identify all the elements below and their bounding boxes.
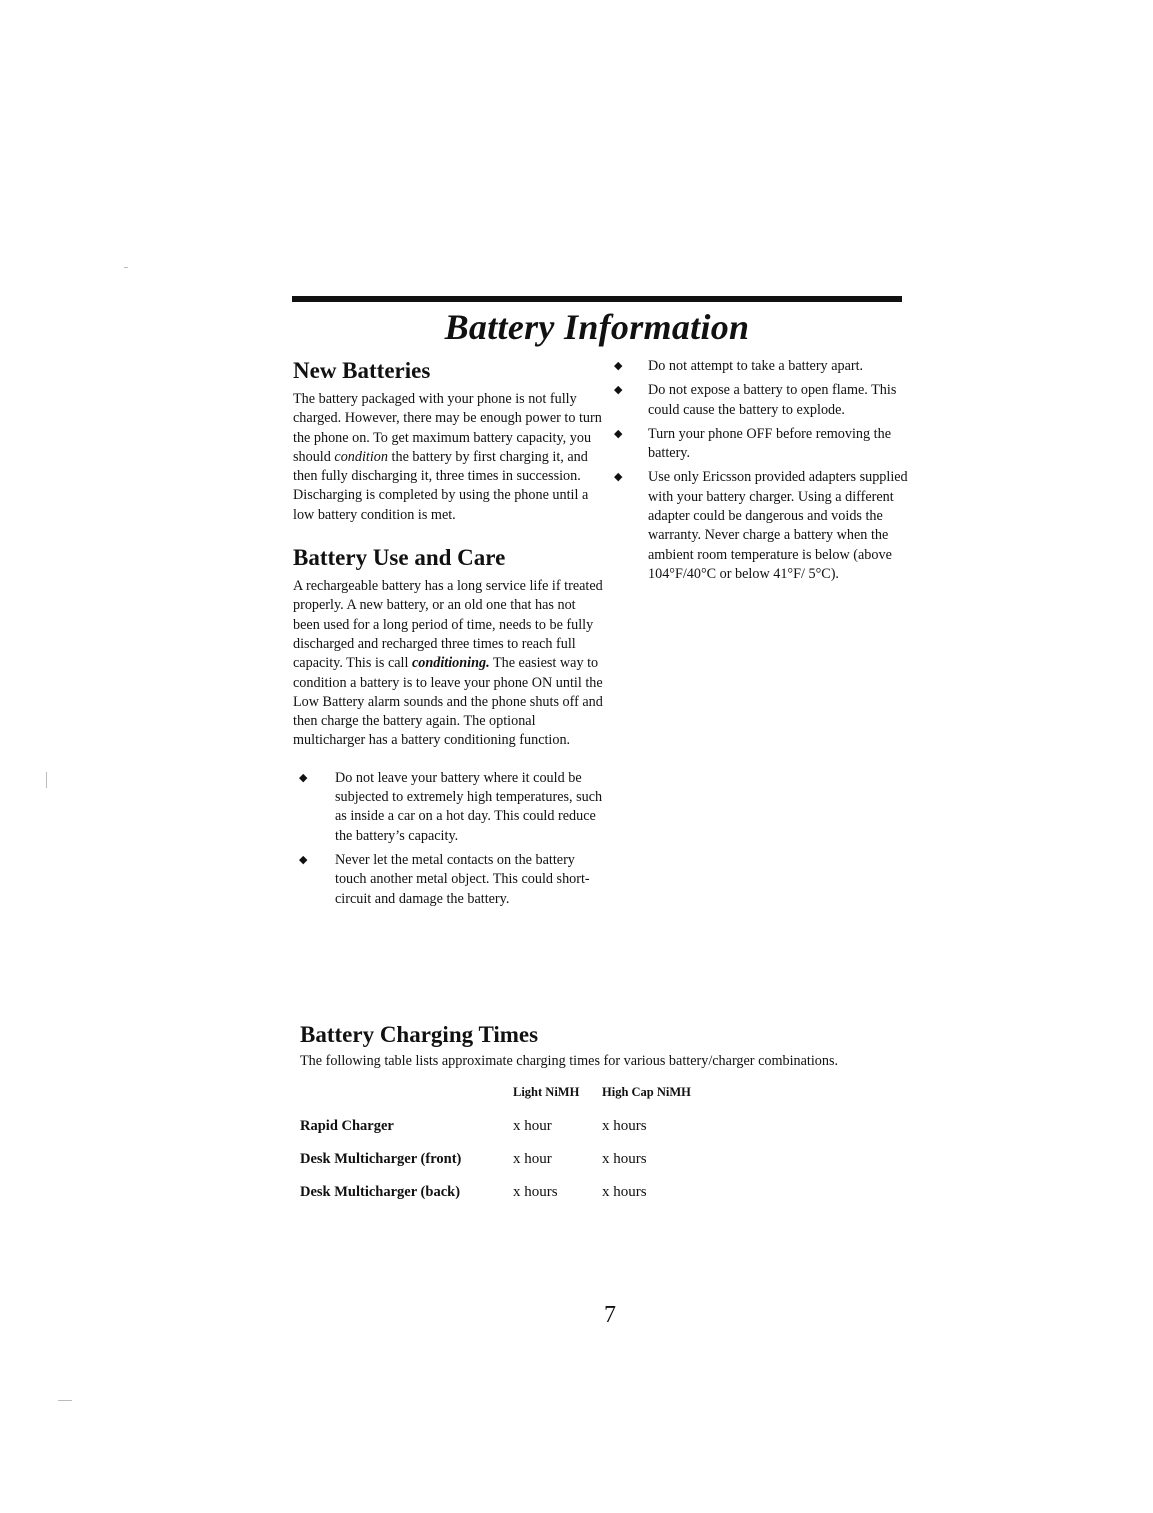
- title-rule: [292, 296, 902, 302]
- diamond-bullet-icon: ◆: [299, 853, 308, 866]
- high-cap-nimh-time: x hours: [602, 1184, 647, 1200]
- bullet-text: Turn your phone OFF before removing the battery.: [648, 425, 892, 462]
- charger-name: Desk Multicharger (back): [300, 1184, 461, 1200]
- diamond-bullet-icon: ◆: [614, 471, 623, 484]
- use-and-care-section: [293, 543, 605, 909]
- table-row: [300, 1149, 820, 1182]
- new-batteries-text-b: the battery by first charging it, and then fully discharging it, three times in succession. Discharging is completed by using the phone until a low battery condition is met.: [293, 448, 589, 523]
- high-cap-nimh-time: x hours: [602, 1118, 647, 1134]
- charging-times-heading: Battery Charging Times: [300, 1022, 539, 1047]
- use-and-care-paragraph: [293, 577, 605, 751]
- use-and-care-text-b: The easiest way to condition a battery is to leave your phone ON until the Low Battery alarm sounds and the phone shuts off and then charge the battery again. The optional multicharger has a battery conditioning function.: [293, 655, 603, 749]
- bullet-text: Do not expose a battery to open flame. This could cause the battery to explode.: [648, 382, 897, 418]
- bullet-text: Never let the metal contacts on the battery touch another metal object. This could short-circuit and damage the battery.: [335, 851, 590, 907]
- page-title: Battery Information: [444, 307, 750, 347]
- table-header-row: [300, 1082, 820, 1116]
- bullet-text: Do not leave your battery where it could be subjected to extremely high temperatures, such as inside a car on a hot day. This could reduce the battery’s capacity.: [335, 769, 603, 844]
- charging-times-table: [300, 1082, 820, 1215]
- table-row: [300, 1116, 820, 1149]
- diamond-bullet-icon: ◆: [614, 384, 623, 397]
- new-batteries-heading: New Batteries: [293, 358, 431, 383]
- bullet-text: Do not attempt to take a battery apart.: [648, 358, 864, 374]
- scan-speck: [58, 1400, 72, 1401]
- high-cap-nimh-time: x hours: [602, 1151, 647, 1167]
- use-and-care-text-a: A rechargeable battery has a long service life if treated properly. A new battery, or an old one that has not been used for a long period of time, needs to be fully discharged and recharged three times to reach full capacity. This is call: [293, 578, 603, 672]
- diamond-bullet-icon: ◆: [614, 427, 623, 440]
- right-column: [606, 357, 916, 589]
- use-and-care-bullets: [293, 769, 605, 909]
- scan-speck: [124, 267, 128, 268]
- conditioning-term: conditioning.: [411, 655, 490, 672]
- list-item: [606, 468, 916, 584]
- light-nimh-time: x hour: [513, 1118, 552, 1134]
- list-item: [606, 381, 916, 420]
- bullet-text: Use only Ericsson provided adapters supplied with your battery charger. Using a different adapter could be dangerous and voids the warranty. Never charge a battery when the ambient room temperature is below (above 104°F/40°C or below 41°F/ 5°C).: [648, 469, 908, 582]
- column-header-light-nimh: Light NiMH: [513, 1085, 580, 1099]
- table-row: [300, 1182, 820, 1215]
- charging-times-intro: The following table lists approximate charging times for various battery/charger combinations.: [300, 1053, 839, 1069]
- left-column: [293, 356, 605, 914]
- new-batteries-paragraph: [293, 390, 605, 525]
- condition-term: condition: [334, 448, 388, 465]
- light-nimh-time: x hour: [513, 1151, 552, 1167]
- list-item: [606, 357, 916, 376]
- diamond-bullet-icon: ◆: [614, 360, 623, 372]
- diamond-bullet-icon: ◆: [299, 771, 308, 784]
- charging-times-section: [300, 1020, 940, 1071]
- list-item: [293, 851, 605, 909]
- new-batteries-section: [293, 356, 605, 525]
- light-nimh-time: x hours: [513, 1184, 558, 1200]
- use-and-care-heading: Battery Use and Care: [293, 545, 506, 571]
- list-item: [606, 425, 916, 464]
- charger-name: Desk Multicharger (front): [300, 1151, 462, 1167]
- safety-bullets: [606, 357, 916, 584]
- page-number: 7: [604, 1302, 616, 1328]
- new-batteries-text-a: The battery packaged with your phone is not fully charged. However, there may be enough power to turn the phone on. To get maximum battery capacity, you should: [293, 391, 602, 465]
- charger-name: Rapid Charger: [300, 1118, 394, 1134]
- scan-speck: [46, 772, 47, 788]
- column-header-high-cap-nimh: High Cap NiMH: [602, 1085, 691, 1099]
- list-item: [293, 769, 605, 846]
